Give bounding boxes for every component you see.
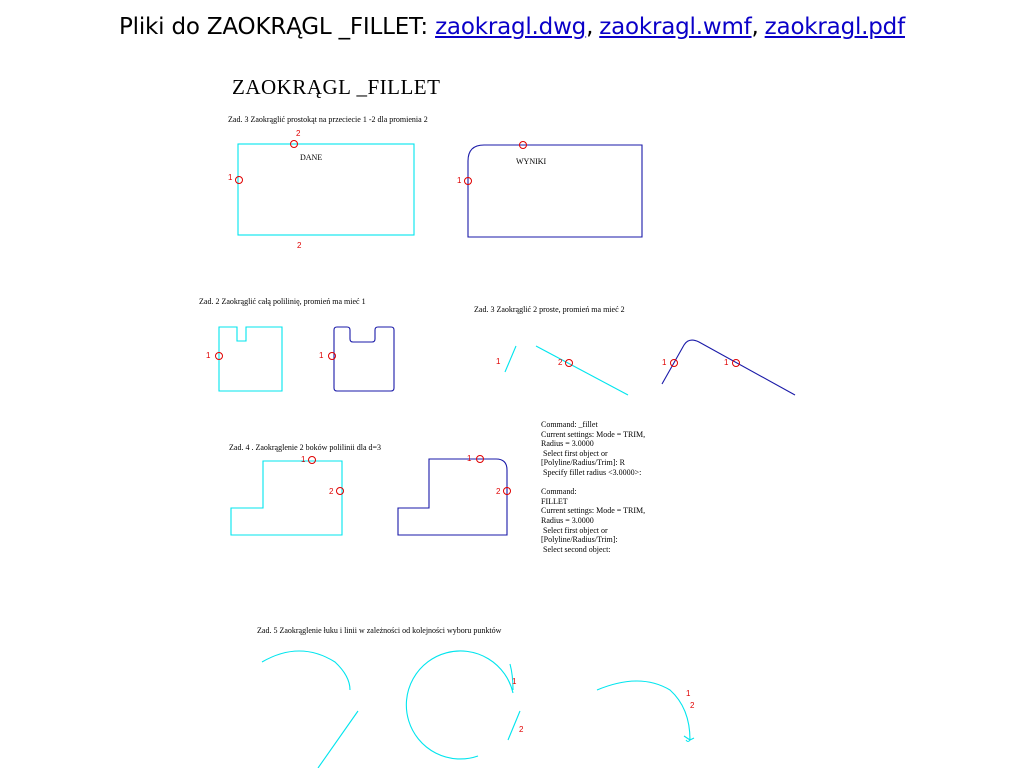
pick-point-circle — [236, 177, 243, 184]
result-zad4-polyline — [398, 459, 507, 535]
command-log-line: Command: _fillet — [541, 420, 598, 429]
caption-zad3-lines: Zad. 3 Zaokrąglić 2 proste, promień ma mieć 2 — [474, 305, 625, 314]
command-log-line: [Polyline/Radius/Trim]: — [541, 535, 618, 545]
command-log-line: Current settings: Mode = TRIM, — [541, 506, 646, 516]
pick-point-label: 1 — [686, 689, 691, 698]
given-polyline — [219, 327, 282, 391]
caption-zad5: Zad. 5 Zaokrąglenie łuku i linii w zależności od kolejności wyboru punktów — [257, 626, 502, 635]
pick-point-markers — [206, 129, 740, 734]
pick-point-label: 2 — [496, 487, 501, 496]
result-polyline — [334, 327, 394, 391]
given-line-1 — [505, 346, 516, 372]
command-log-line: Select first object or — [541, 525, 608, 535]
command-log-line: Current settings: Mode = TRIM, — [541, 429, 646, 439]
pick-point-label: 1 — [206, 351, 211, 360]
pick-point-label: 2 — [329, 487, 334, 496]
pick-point-label: 1 — [457, 176, 462, 185]
pick-point-circle — [309, 457, 316, 464]
header-prefix: Pliki do ZAOKRĄGL _FILLET: — [119, 14, 428, 40]
command-log-line: Select second object: — [541, 544, 611, 554]
given-arc-right — [597, 681, 690, 742]
given-zad4-polyline — [231, 461, 342, 535]
pick-point-label: 1 — [301, 455, 306, 464]
link-separator: , — [586, 14, 594, 40]
pick-point-label: 1 — [724, 358, 729, 367]
given-line-left — [318, 711, 358, 768]
pick-point-label: 2 — [519, 725, 524, 734]
link-separator: , — [751, 14, 759, 40]
label-dane: DANE — [300, 153, 323, 162]
pick-point-label: 2 — [558, 358, 563, 367]
caption-zad3-rectangle: Zad. 3 Zaokrąglić prostokąt na przeciecie 1 -2 dla promienia 2 — [228, 115, 428, 124]
given-arc-circle — [406, 651, 513, 759]
given-arc-left — [262, 651, 350, 690]
pick-point-label: 2 — [690, 701, 695, 710]
pick-point-label: 1 — [228, 173, 233, 182]
pick-point-label: 2 — [296, 129, 301, 138]
pick-point-label: 2 — [297, 241, 302, 250]
command-log-line: Radius = 3.0000 — [541, 515, 594, 525]
label-wyniki: WYNIKI — [516, 157, 547, 166]
pick-point-label: 1 — [512, 677, 517, 686]
command-log-line: Select first object or — [541, 448, 608, 458]
command-log-line: Radius = 3.0000 — [541, 439, 594, 449]
pick-point-label: 1 — [319, 351, 324, 360]
pick-point-label: 1 — [496, 357, 501, 366]
command-log-line: FILLET — [541, 496, 568, 506]
pick-point-label: 1 — [662, 358, 667, 367]
command-log-line: [Polyline/Radius/Trim]: R — [541, 458, 625, 468]
given-rectangle — [238, 144, 414, 235]
command-log-line: Command: — [541, 487, 577, 497]
link-wmf[interactable]: zaokragl.wmf — [599, 14, 752, 40]
given-line-2 — [536, 346, 628, 395]
given-arc-right-end — [684, 736, 694, 740]
caption-zad2: Zad. 2 Zaokrąglić całą polilinię, promień ma mieć 1 — [199, 297, 366, 306]
result-lines — [662, 340, 795, 395]
command-log-line: Specify fillet radius <3.0000>: — [541, 467, 642, 477]
caption-zad4: Zad. 4 . Zaokrąglenie 2 boków polilinii dla d=3 — [229, 443, 382, 452]
result-rectangle — [468, 145, 642, 237]
link-pdf[interactable]: zaokragl.pdf — [764, 14, 905, 40]
link-dwg[interactable]: zaokragl.dwg — [435, 14, 587, 40]
drawing-title: ZAOKRĄGL _FILLET — [232, 75, 441, 99]
pick-point-label: 1 — [467, 454, 472, 463]
